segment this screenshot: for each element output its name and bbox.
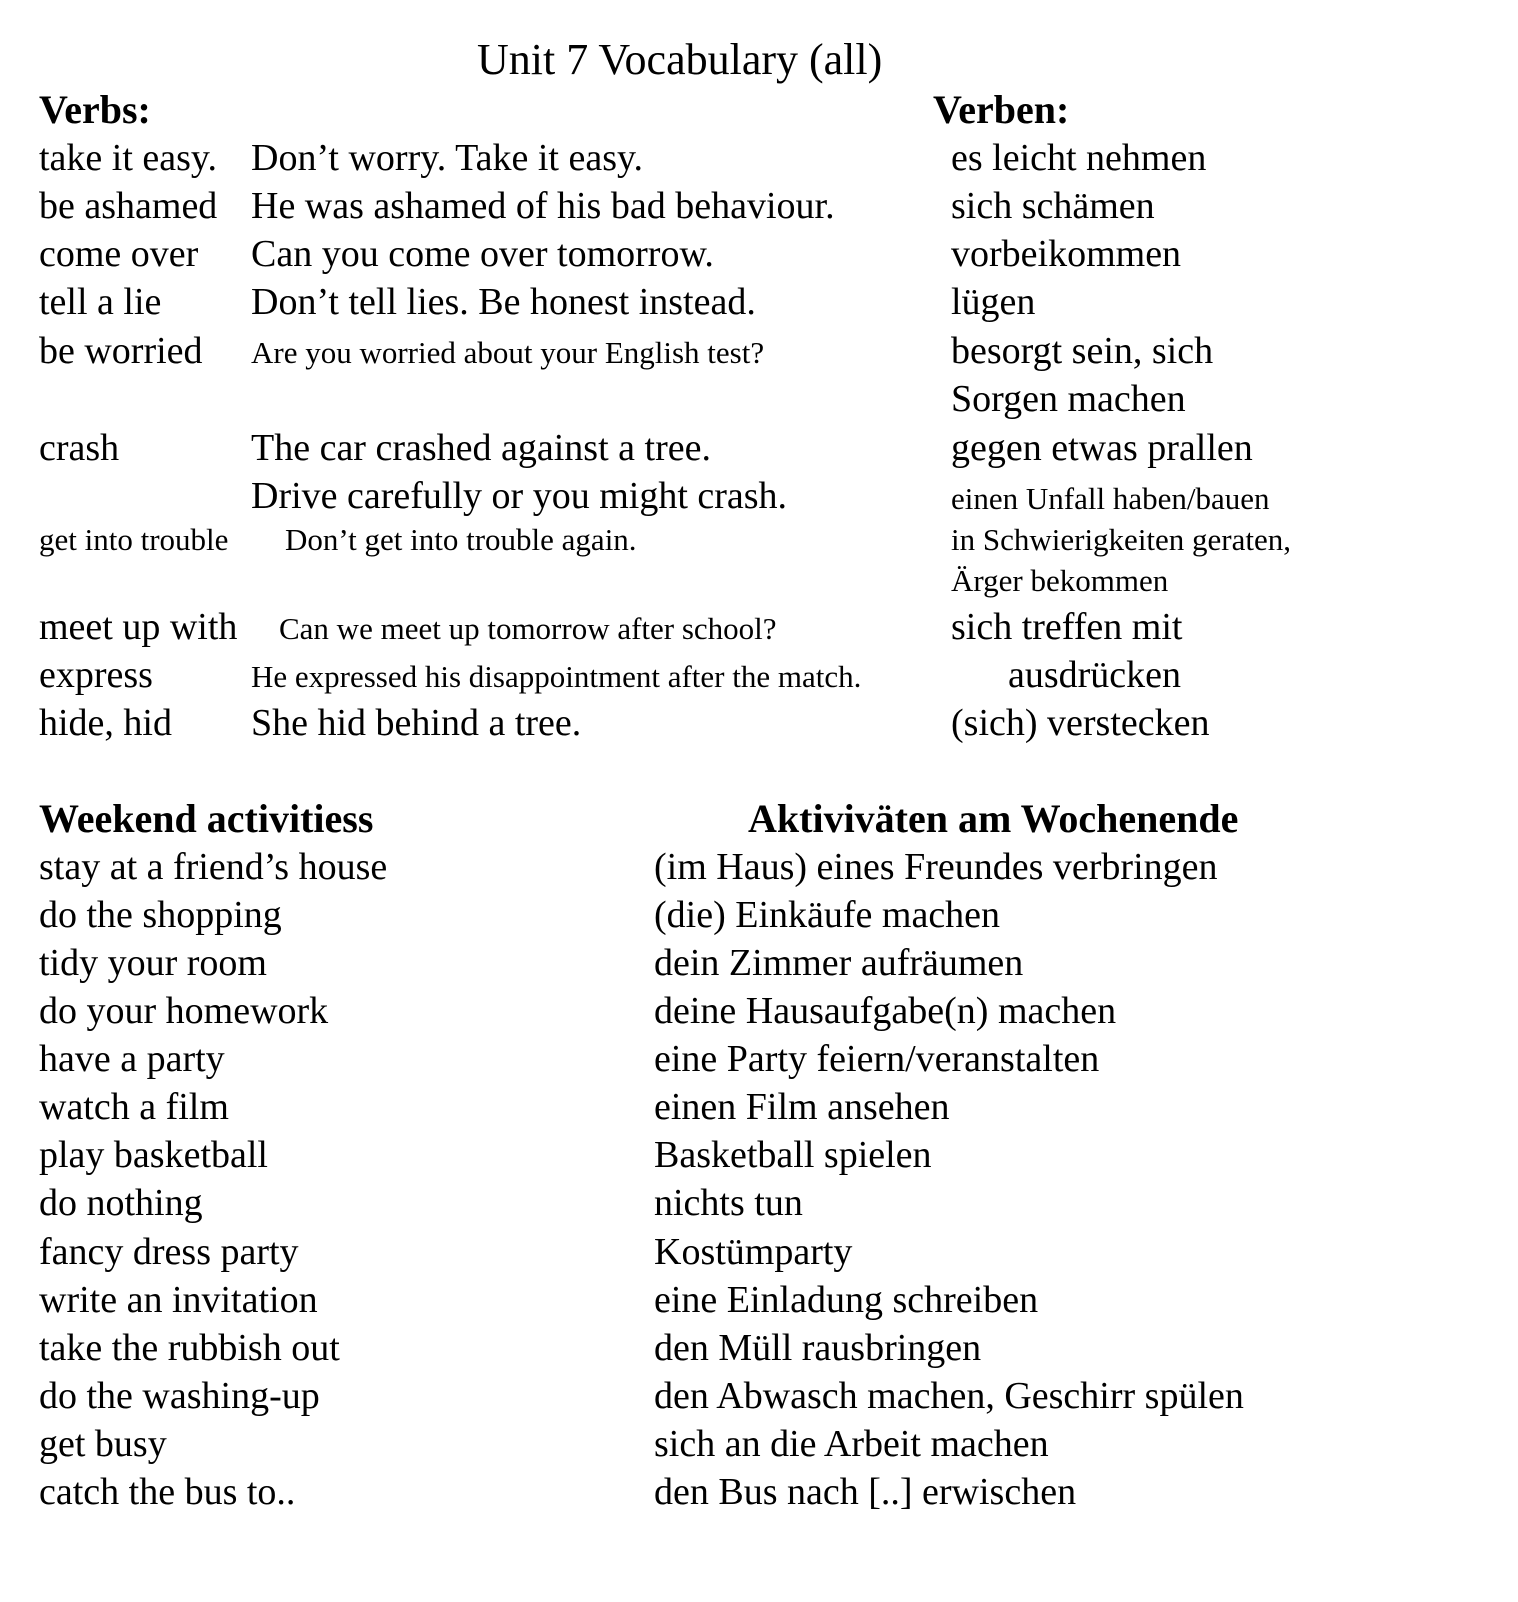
verb-example: Can you come over tomorrow.: [251, 233, 714, 275]
activity-translation: Basketball spielen: [654, 1134, 932, 1176]
activity-term: take the rubbish out: [39, 1327, 340, 1369]
activity-term: get busy: [39, 1423, 167, 1465]
activity-translation: sich an die Arbeit machen: [654, 1423, 1049, 1465]
verb-translation: vorbeikommen: [951, 233, 1182, 275]
activity-term: stay at a friend’s house: [39, 846, 388, 888]
verb-example: Can we meet up tomorrow after school?: [279, 611, 777, 646]
verb-term: crash: [39, 427, 120, 469]
activity-term: have a party: [39, 1038, 225, 1080]
verb-translation-cont: einen Unfall haben/bauen: [951, 481, 1270, 516]
activity-term: tidy your room: [39, 942, 267, 984]
activity-translation: einen Film ansehen: [654, 1086, 950, 1128]
verb-translation: es leicht nehmen: [951, 137, 1207, 179]
verb-term: be worried: [39, 330, 203, 372]
verbs-heading-de: Verben:: [933, 87, 1070, 132]
activity-term: write an invitation: [39, 1279, 318, 1321]
weekend-heading-en: Weekend activitiess: [39, 796, 374, 841]
activity-translation: deine Hausaufgabe(n) machen: [654, 990, 1117, 1032]
verb-term: tell a lie: [39, 281, 162, 323]
activity-translation: (die) Einkäufe machen: [654, 894, 1001, 936]
verb-translation: in Schwierigkeiten geraten,: [951, 522, 1292, 557]
verb-example: Don’t worry. Take it easy.: [251, 137, 644, 179]
verb-example: Are you worried about your English test?: [251, 335, 765, 370]
activity-term: watch a film: [39, 1086, 229, 1128]
activity-translation: den Bus nach [..] erwischen: [654, 1471, 1077, 1513]
verb-example: Don’t tell lies. Be honest instead.: [251, 281, 756, 323]
verb-translation: lügen: [951, 281, 1036, 323]
verb-term: meet up with: [39, 606, 238, 648]
verb-translation: (sich) verstecken: [951, 702, 1210, 744]
verb-translation: sich schämen: [951, 185, 1155, 227]
verb-example-cont: Drive carefully or you might crash.: [251, 475, 788, 517]
page-title: Unit 7 Vocabulary (all): [477, 35, 883, 84]
verb-example: He was ashamed of his bad behaviour.: [251, 185, 835, 227]
verb-translation: besorgt sein, sich: [951, 330, 1214, 372]
activity-translation: (im Haus) eines Freundes verbringen: [654, 846, 1218, 888]
activity-translation: eine Party feiern/veranstalten: [654, 1038, 1100, 1080]
activity-translation: nichts tun: [654, 1182, 803, 1224]
activity-translation: dein Zimmer aufräumen: [654, 942, 1024, 984]
activity-translation: Kostümparty: [654, 1231, 853, 1273]
activity-term: fancy dress party: [39, 1231, 299, 1273]
activity-term: do your homework: [39, 990, 329, 1032]
activity-translation: eine Einladung schreiben: [654, 1279, 1039, 1321]
activity-term: play basketball: [39, 1134, 268, 1176]
verb-translation: ausdrücken: [1008, 654, 1182, 696]
verb-example: He expressed his disappointment after the match.: [251, 659, 862, 694]
activity-translation: den Abwasch machen, Geschirr spülen: [654, 1375, 1244, 1417]
activity-term: do nothing: [39, 1182, 203, 1224]
activity-term: do the washing-up: [39, 1375, 320, 1417]
verb-example: The car crashed against a tree.: [251, 427, 711, 469]
verbs-heading-en: Verbs:: [39, 87, 151, 132]
verb-term: express: [39, 654, 153, 696]
verb-translation-cont: Ärger bekommen: [951, 563, 1169, 598]
verb-term: take it easy.: [39, 137, 217, 179]
verb-term: be ashamed: [39, 185, 218, 227]
verb-translation: sich treffen mit: [951, 606, 1183, 648]
activity-translation: den Müll rausbringen: [654, 1327, 982, 1369]
activity-term: do the shopping: [39, 894, 282, 936]
verb-translation: gegen etwas prallen: [951, 427, 1253, 469]
verb-term: hide, hid: [39, 702, 172, 744]
weekend-heading-de: Aktiviväten am Wochenende: [748, 796, 1239, 841]
verb-example: Don’t get into trouble again.: [285, 522, 637, 557]
verb-term: come over: [39, 233, 199, 275]
verb-example: She hid behind a tree.: [251, 702, 582, 744]
verb-term: get into trouble: [39, 522, 229, 557]
activity-term: catch the bus to..: [39, 1471, 296, 1513]
verb-translation-cont: Sorgen machen: [951, 378, 1186, 420]
